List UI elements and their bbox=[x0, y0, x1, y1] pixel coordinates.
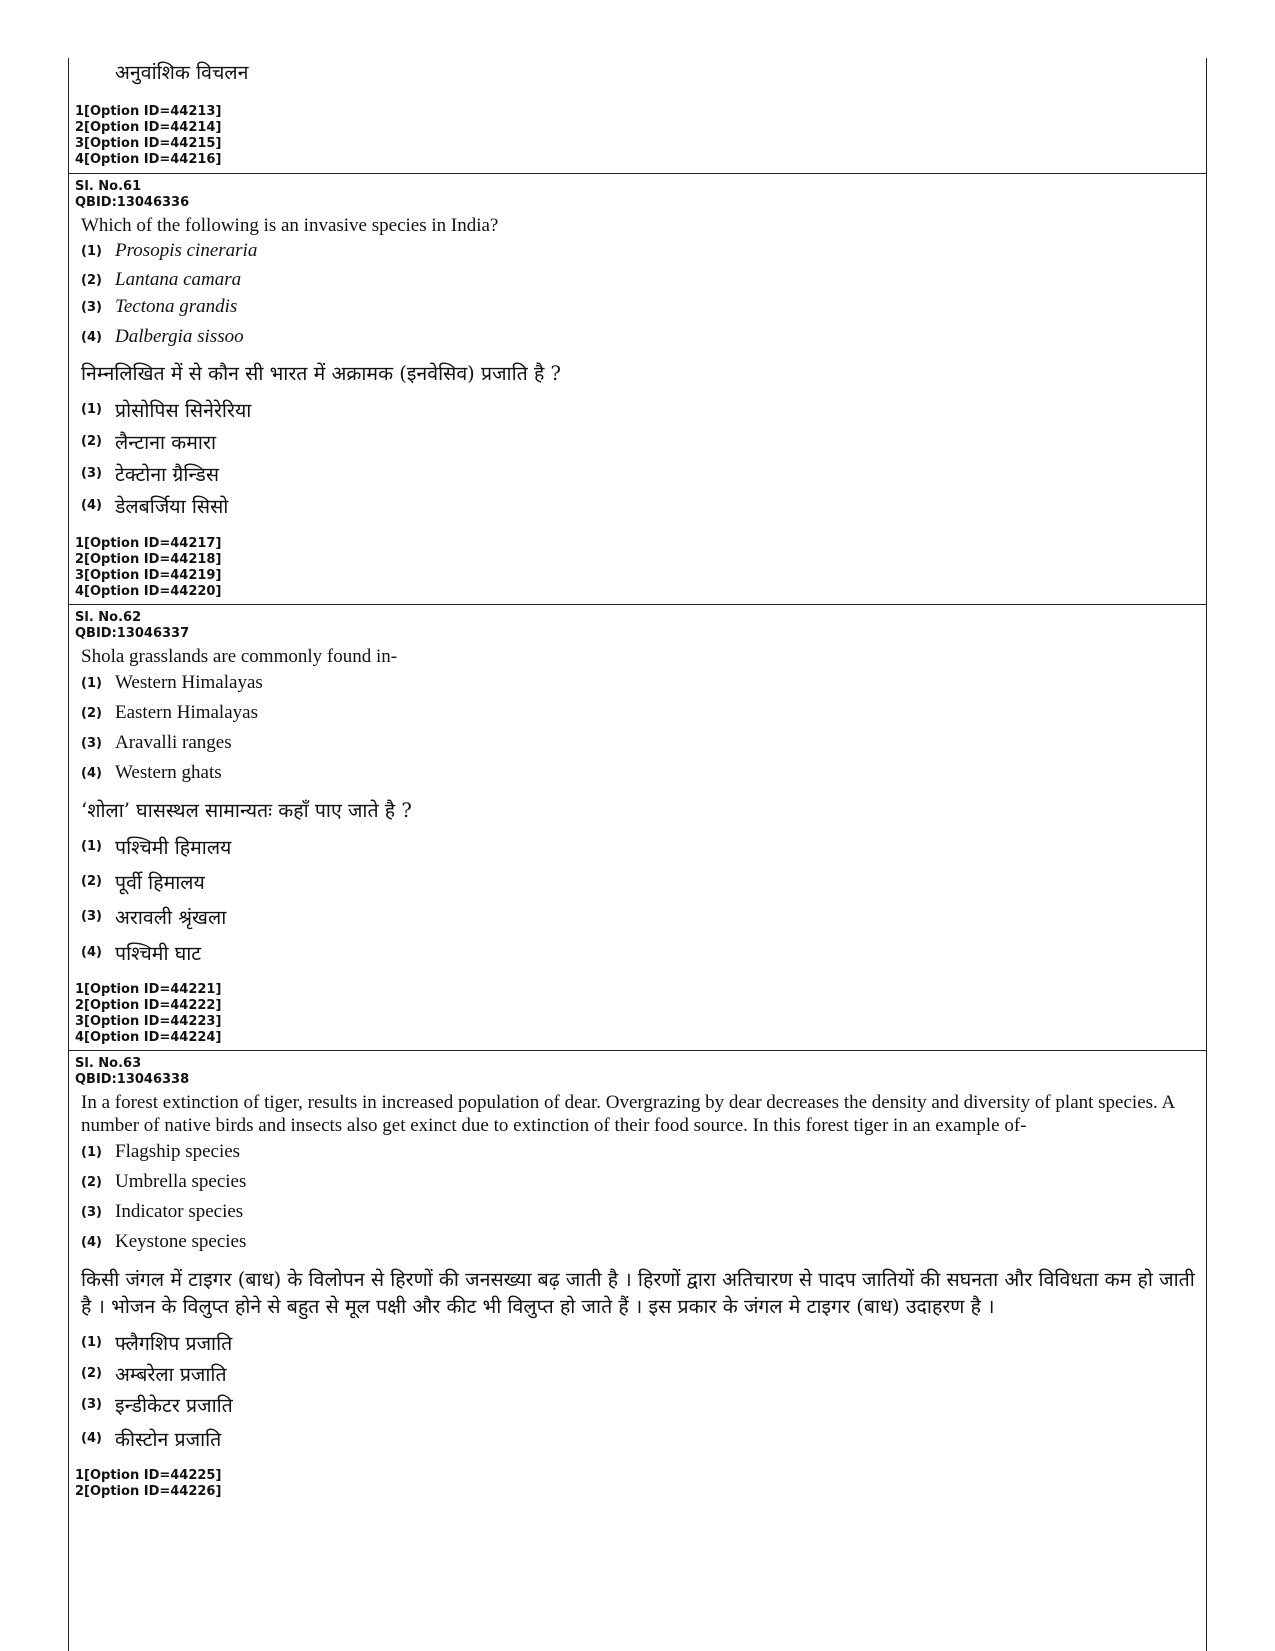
option-number: (1) bbox=[81, 402, 102, 417]
option-text: अरावली श्रृंखला bbox=[115, 906, 227, 929]
option-text: Flagship species bbox=[115, 1141, 241, 1162]
option-text: पश्चिमी हिमालय bbox=[115, 836, 232, 859]
option-text: Aravalli ranges bbox=[115, 732, 232, 753]
option-hi bbox=[81, 1425, 221, 1453]
option-number: (4) bbox=[81, 498, 102, 513]
option-en bbox=[81, 296, 237, 324]
option-text: इन्डीकेटर प्रजाति bbox=[115, 1394, 233, 1417]
divider bbox=[69, 604, 1206, 605]
option-number: (1) bbox=[81, 1144, 102, 1160]
option-en bbox=[81, 1171, 246, 1199]
qbid: QBID:13046336 bbox=[75, 195, 190, 210]
question-text-hi: ‘शोला’ घासस्थल सामान्यतः कहाँ पाए जाते है ? bbox=[81, 799, 412, 822]
option-text: टेक्टोना ग्रैन्डिस bbox=[115, 463, 220, 486]
option-hi bbox=[81, 1329, 232, 1357]
option-id: 2[Option ID=44214] bbox=[75, 120, 222, 135]
option-hi bbox=[81, 903, 226, 931]
divider bbox=[69, 1050, 1206, 1051]
qbid: QBID:13046337 bbox=[75, 626, 190, 641]
option-id: 1[Option ID=44217] bbox=[75, 536, 222, 551]
option-number: (3) bbox=[81, 1204, 102, 1220]
option-id: 1[Option ID=44221] bbox=[75, 982, 222, 997]
option-id: 4[Option ID=44216] bbox=[75, 152, 222, 167]
option-text: Indicator species bbox=[115, 1201, 244, 1222]
option-text: Prosopis cineraria bbox=[115, 240, 258, 261]
option-text: Lantana camara bbox=[115, 269, 242, 290]
option-id: 1[Option ID=44213] bbox=[75, 104, 222, 119]
option-ids bbox=[75, 982, 221, 1046]
option-number: (1) bbox=[81, 1335, 102, 1350]
option-number: (2) bbox=[81, 1174, 102, 1190]
option-hi bbox=[81, 833, 231, 861]
option-en bbox=[81, 762, 222, 790]
option-en bbox=[81, 1201, 243, 1229]
question-paper-frame bbox=[68, 58, 1207, 1651]
option-number: (1) bbox=[81, 839, 102, 854]
option-number: (2) bbox=[81, 1366, 102, 1381]
serial-number: Sl. No.63 bbox=[75, 1056, 142, 1071]
question-text-en: Shola grasslands are commonly found in- bbox=[81, 646, 398, 667]
option-hi bbox=[81, 428, 216, 456]
option-en bbox=[81, 732, 232, 760]
qbid: QBID:13046338 bbox=[75, 1072, 190, 1087]
option-id: 2[Option ID=44222] bbox=[75, 998, 222, 1013]
option-text: डेलबर्जिया सिसो bbox=[115, 495, 229, 518]
option-id: 1[Option ID=44225] bbox=[75, 1468, 222, 1483]
option-number: (4) bbox=[81, 945, 102, 960]
option-text: अम्बरेला प्रजाति bbox=[115, 1363, 227, 1386]
option-number: (4) bbox=[81, 1234, 102, 1250]
option-text: Western ghats bbox=[115, 762, 222, 783]
option-ids bbox=[75, 536, 221, 600]
option-text: Keystone species bbox=[115, 1231, 247, 1252]
option-hi bbox=[81, 939, 201, 967]
option-id: 3[Option ID=44219] bbox=[75, 568, 222, 583]
option-id: 3[Option ID=44223] bbox=[75, 1014, 222, 1029]
option-ids bbox=[75, 1468, 221, 1500]
previous-option-ids bbox=[75, 104, 221, 168]
option-text: Eastern Himalayas bbox=[115, 702, 258, 723]
serial-number: Sl. No.62 bbox=[75, 610, 142, 625]
option-en bbox=[81, 1141, 240, 1169]
option-hi bbox=[81, 868, 205, 896]
serial-number: Sl. No.61 bbox=[75, 179, 142, 194]
question-text-en: Which of the following is an invasive species in India? bbox=[81, 215, 499, 236]
option-hi bbox=[81, 1360, 227, 1388]
option-number: (3) bbox=[81, 735, 102, 751]
option-number: (3) bbox=[81, 299, 102, 315]
option-text: फ्लैगशिप प्रजाति bbox=[115, 1332, 233, 1355]
option-number: (3) bbox=[81, 466, 102, 481]
option-number: (2) bbox=[81, 705, 102, 721]
option-id: 4[Option ID=44220] bbox=[75, 584, 222, 599]
option-number: (2) bbox=[81, 874, 102, 889]
option-text: Dalbergia sissoo bbox=[115, 326, 244, 347]
option-number: (2) bbox=[81, 272, 102, 288]
option-number: (1) bbox=[81, 675, 102, 691]
option-en bbox=[81, 1231, 246, 1259]
question-text-hi: किसी जंगल में टाइगर (बाध) के विलोपन से हिरणों की जनसख्या बढ़ जाती है । हिरणों द्वारा अतिचारण से पादप जातियों की सघनता और विविधता कम हो जाती है । भोजन के विलुप्त होने से बहुत से मूल पक्षी और कीट भी विलुप्त हो जाते हैं । इस प्रकार के जंगल मे टाइगर (बाध) उदाहरण है । bbox=[81, 1268, 1195, 1318]
divider bbox=[69, 173, 1206, 174]
question-text-hi: निम्नलिखित में से कौन सी भारत में अक्रामक (इनवेसिव) प्रजाति है ? bbox=[81, 362, 561, 385]
option-number: (4) bbox=[81, 1431, 102, 1446]
option-text: Tectona grandis bbox=[115, 296, 238, 317]
option-en bbox=[81, 326, 244, 354]
option-text: पूर्वी हिमालय bbox=[115, 871, 205, 894]
option-number: (3) bbox=[81, 1397, 102, 1412]
option-hi bbox=[81, 396, 251, 424]
option-hi bbox=[81, 1391, 233, 1419]
option-id: 4[Option ID=44224] bbox=[75, 1030, 222, 1045]
option-id: 2[Option ID=44218] bbox=[75, 552, 222, 567]
option-text: Umbrella species bbox=[115, 1171, 247, 1192]
option-en bbox=[81, 269, 241, 297]
option-en bbox=[81, 240, 257, 268]
option-number: (3) bbox=[81, 909, 102, 924]
option-text: प्रोसोपिस सिनेरेरिया bbox=[115, 399, 252, 422]
option-hi bbox=[81, 492, 228, 520]
option-text: पश्चिमी घाट bbox=[115, 942, 202, 965]
option-text: लैन्टाना कमारा bbox=[115, 431, 217, 454]
option-hi bbox=[81, 460, 219, 488]
option-text: Western Himalayas bbox=[115, 672, 263, 693]
option-id: 2[Option ID=44226] bbox=[75, 1484, 222, 1499]
option-id: 3[Option ID=44215] bbox=[75, 136, 222, 151]
option-text: कीस्टोन प्रजाति bbox=[115, 1428, 222, 1451]
previous-answer-fragment: अनुवांशिक विचलन bbox=[115, 61, 249, 84]
option-en bbox=[81, 702, 258, 730]
option-en bbox=[81, 672, 263, 700]
option-number: (4) bbox=[81, 765, 102, 781]
option-number: (1) bbox=[81, 243, 102, 259]
question-text-en: In a forest extinction of tiger, results in increased population of dear. Overgrazing by dear decreases the density and diversity of plant species. A number of native birds and insects also get exinct due to extinction of their food source. In this forest tiger in an example of- bbox=[81, 1092, 1175, 1136]
option-number: (2) bbox=[81, 434, 102, 449]
option-number: (4) bbox=[81, 329, 102, 345]
